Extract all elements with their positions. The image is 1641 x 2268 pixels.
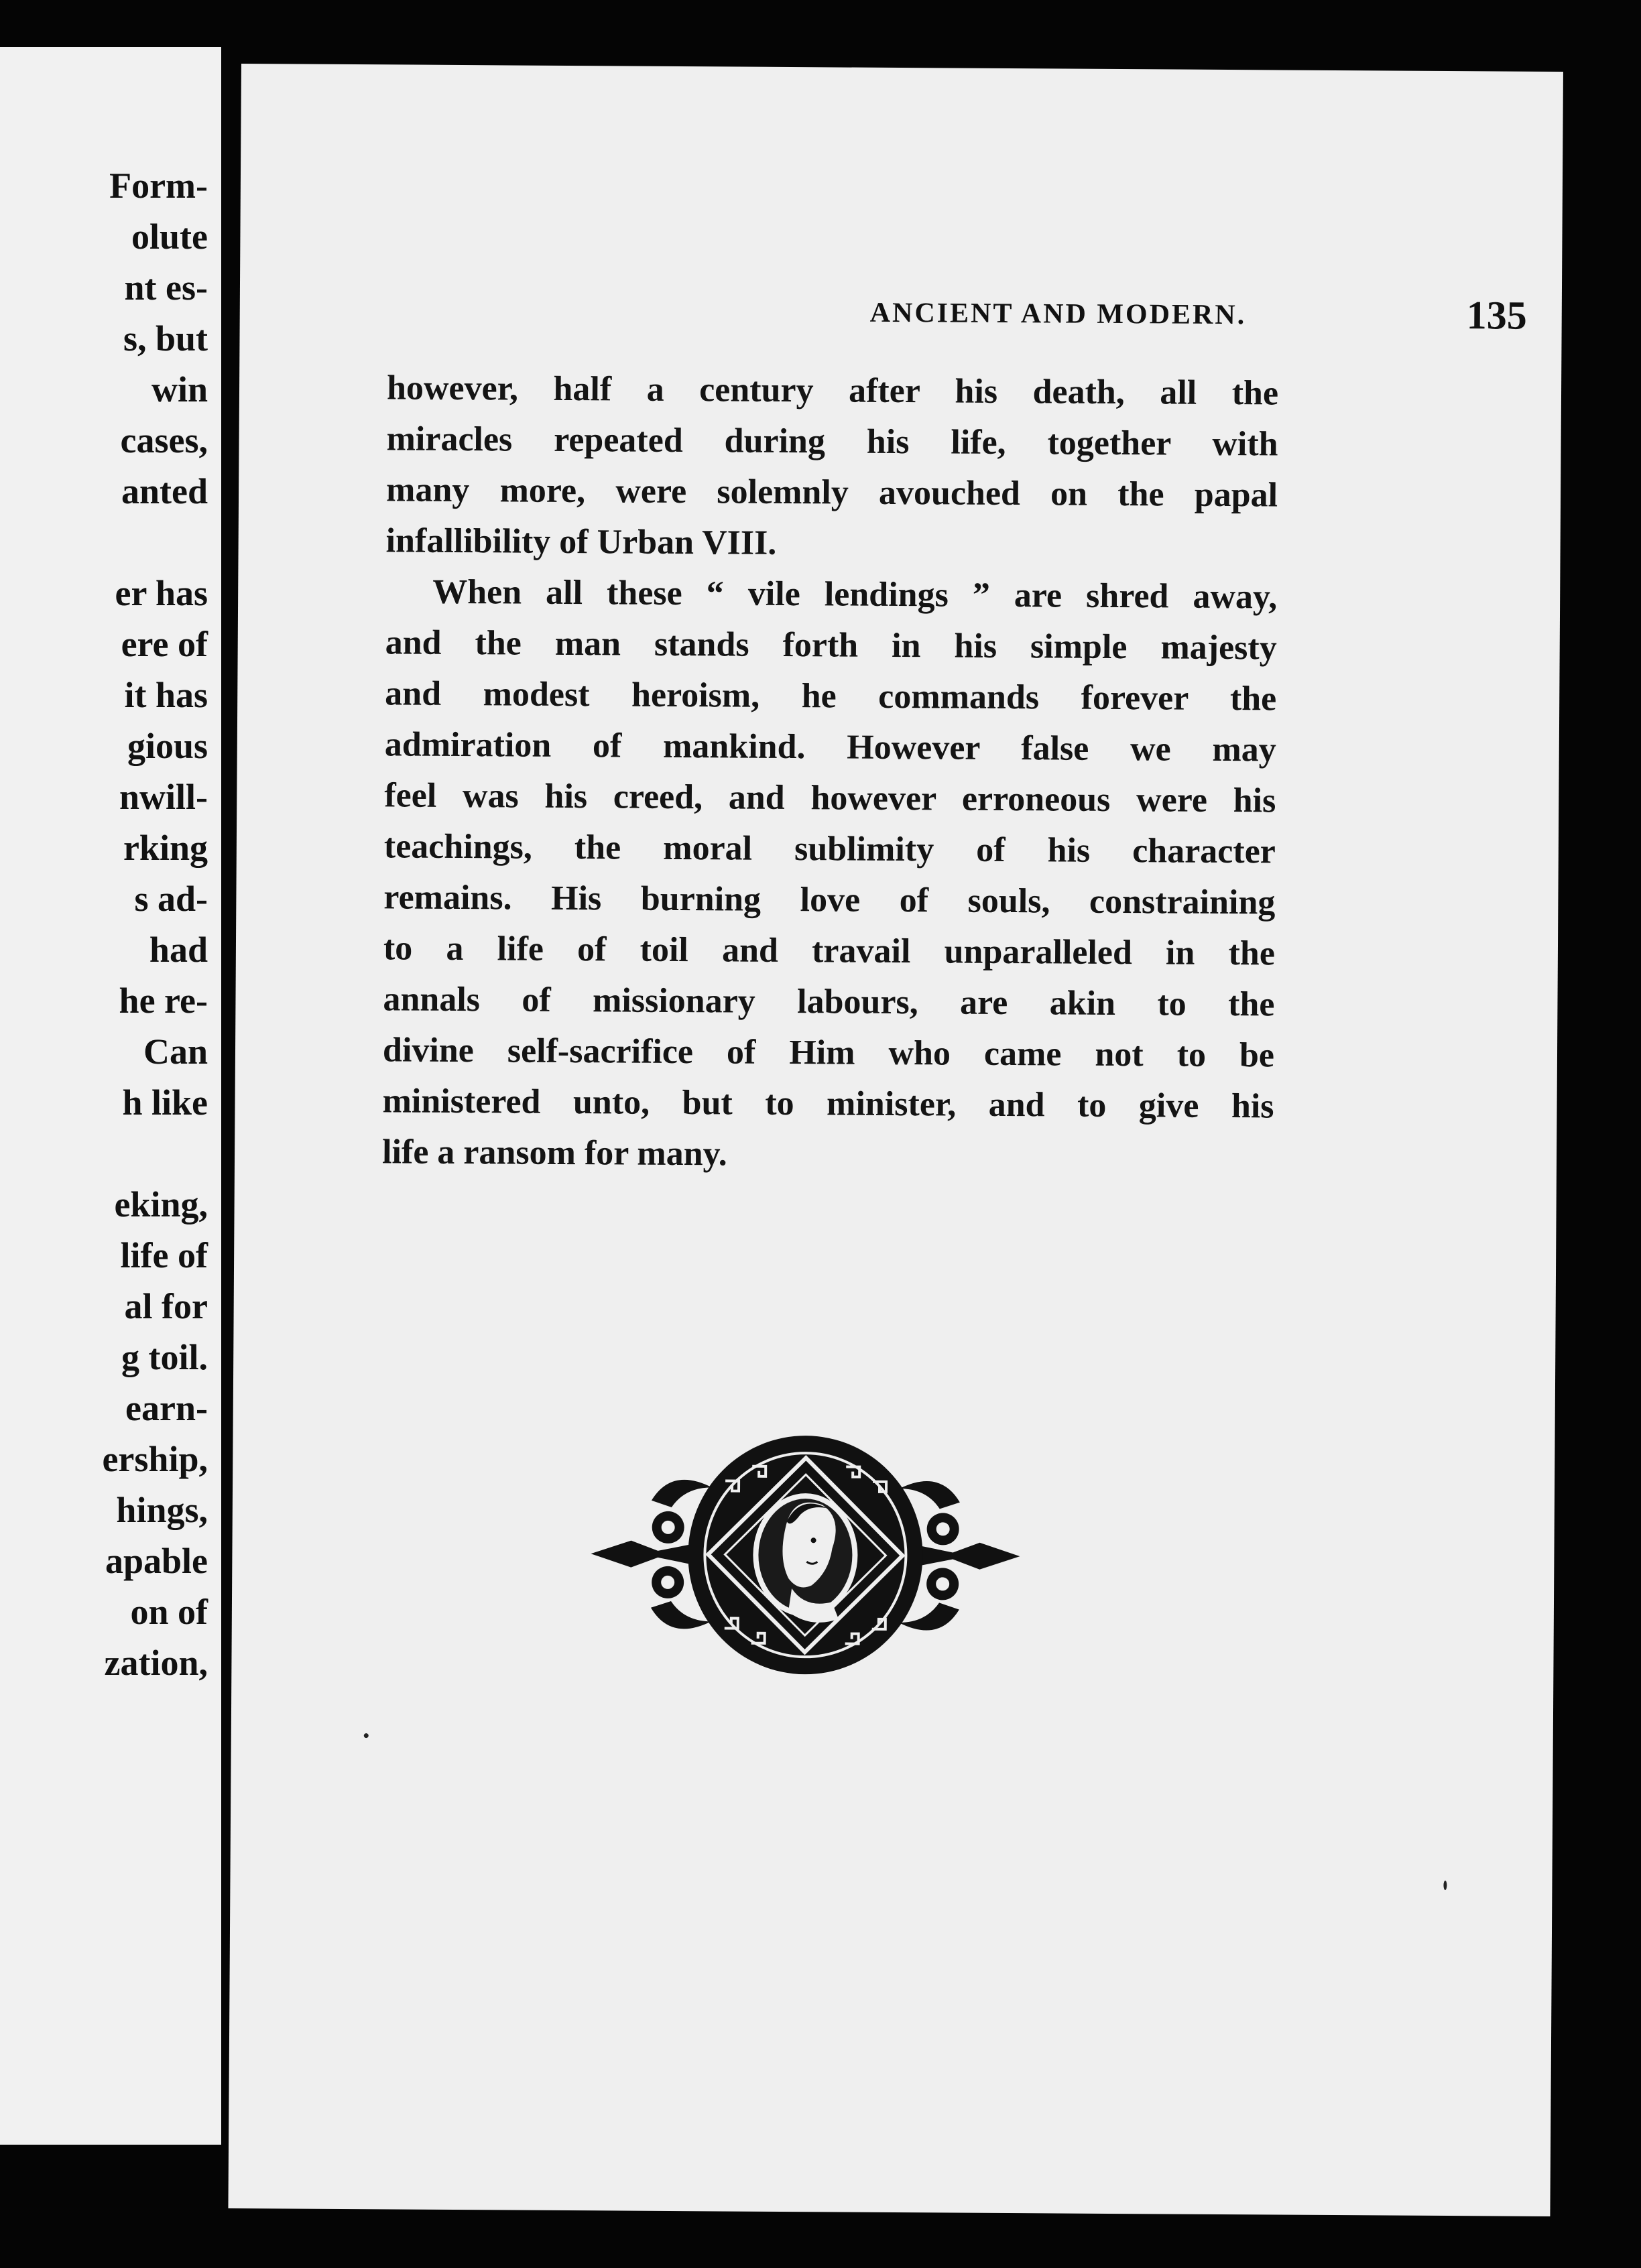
left-page-line: g toil. xyxy=(121,1337,208,1377)
text-line: ministered unto, but to minister, and to give his xyxy=(382,1082,1274,1126)
text-line: infallibility of Urban VIII. xyxy=(385,521,777,562)
left-page-line: nwill- xyxy=(119,777,208,817)
tailpiece-ornament xyxy=(590,1426,1020,1684)
left-page-line: ere of xyxy=(121,624,208,664)
left-page-line: nt es- xyxy=(124,267,208,308)
left-page-line: cases, xyxy=(120,420,208,460)
text-line: to a life of toil and travail unparalleled in the xyxy=(383,929,1276,973)
text-line: annals of missionary labours, are akin to the xyxy=(383,980,1275,1024)
text-line: divine self-sacrifice of Him who came not to be xyxy=(382,1031,1275,1075)
left-page-line: gious xyxy=(127,726,208,766)
left-page-line: he re- xyxy=(119,981,208,1021)
book-page xyxy=(228,64,1563,2216)
left-page-line: Can xyxy=(143,1031,208,1072)
left-page-line: anted xyxy=(121,471,208,511)
left-page-line: olute xyxy=(131,216,208,257)
paragraph xyxy=(385,363,1278,572)
left-page-line: h like xyxy=(122,1082,208,1123)
running-head: ANCIENT AND MODERN. xyxy=(869,297,1247,331)
left-page-line: life of xyxy=(120,1235,208,1275)
print-speck xyxy=(1443,1881,1447,1890)
left-page-line: s ad- xyxy=(134,879,208,919)
text-line: and the man stands forth in his simple majesty xyxy=(385,623,1277,668)
left-page-line: ership, xyxy=(102,1439,208,1479)
left-page-line: on of xyxy=(130,1592,208,1632)
left-page-line: al for xyxy=(124,1286,208,1326)
left-page-line: s, but xyxy=(123,318,208,359)
left-page-line: rking xyxy=(123,828,208,868)
left-page-line: eking, xyxy=(114,1184,208,1224)
left-page-line: earn- xyxy=(125,1388,208,1428)
left-page-line: had xyxy=(149,930,208,970)
left-page-line: hings, xyxy=(116,1490,208,1530)
page-number: 135 xyxy=(1466,293,1527,338)
text-line: life a ransom for many. xyxy=(381,1133,727,1174)
left-page-line: apable xyxy=(105,1541,208,1581)
left-page-line: Form- xyxy=(109,166,208,206)
text-line: feel was his creed, and however erroneous were his xyxy=(384,776,1276,820)
text-line: miracles repeated during his life, together with xyxy=(386,420,1278,464)
left-page-fragment xyxy=(0,47,221,2145)
text-line: When all these “ vile lendings ” are shred away, xyxy=(432,572,1278,617)
left-page-line: er has xyxy=(115,573,208,613)
text-line: admiration of mankind. However false we may xyxy=(384,725,1276,769)
left-page-line: zation, xyxy=(104,1643,208,1683)
text-line: and modest heroism, he commands forever the xyxy=(385,674,1277,718)
text-line: teachings, the moral sublimity of his character xyxy=(383,827,1276,871)
left-page-line: it has xyxy=(124,675,208,715)
left-page-line: win xyxy=(151,369,208,410)
text-line: however, half a century after his death, all the xyxy=(386,369,1279,413)
print-speck xyxy=(364,1733,369,1738)
text-line: remains. His burning love of souls, constraining xyxy=(383,878,1276,922)
paragraph xyxy=(382,566,1278,1183)
page-header xyxy=(628,288,1526,346)
text-line: many more, were solemnly avouched on the papal xyxy=(385,470,1278,515)
body-text xyxy=(382,363,1278,1183)
